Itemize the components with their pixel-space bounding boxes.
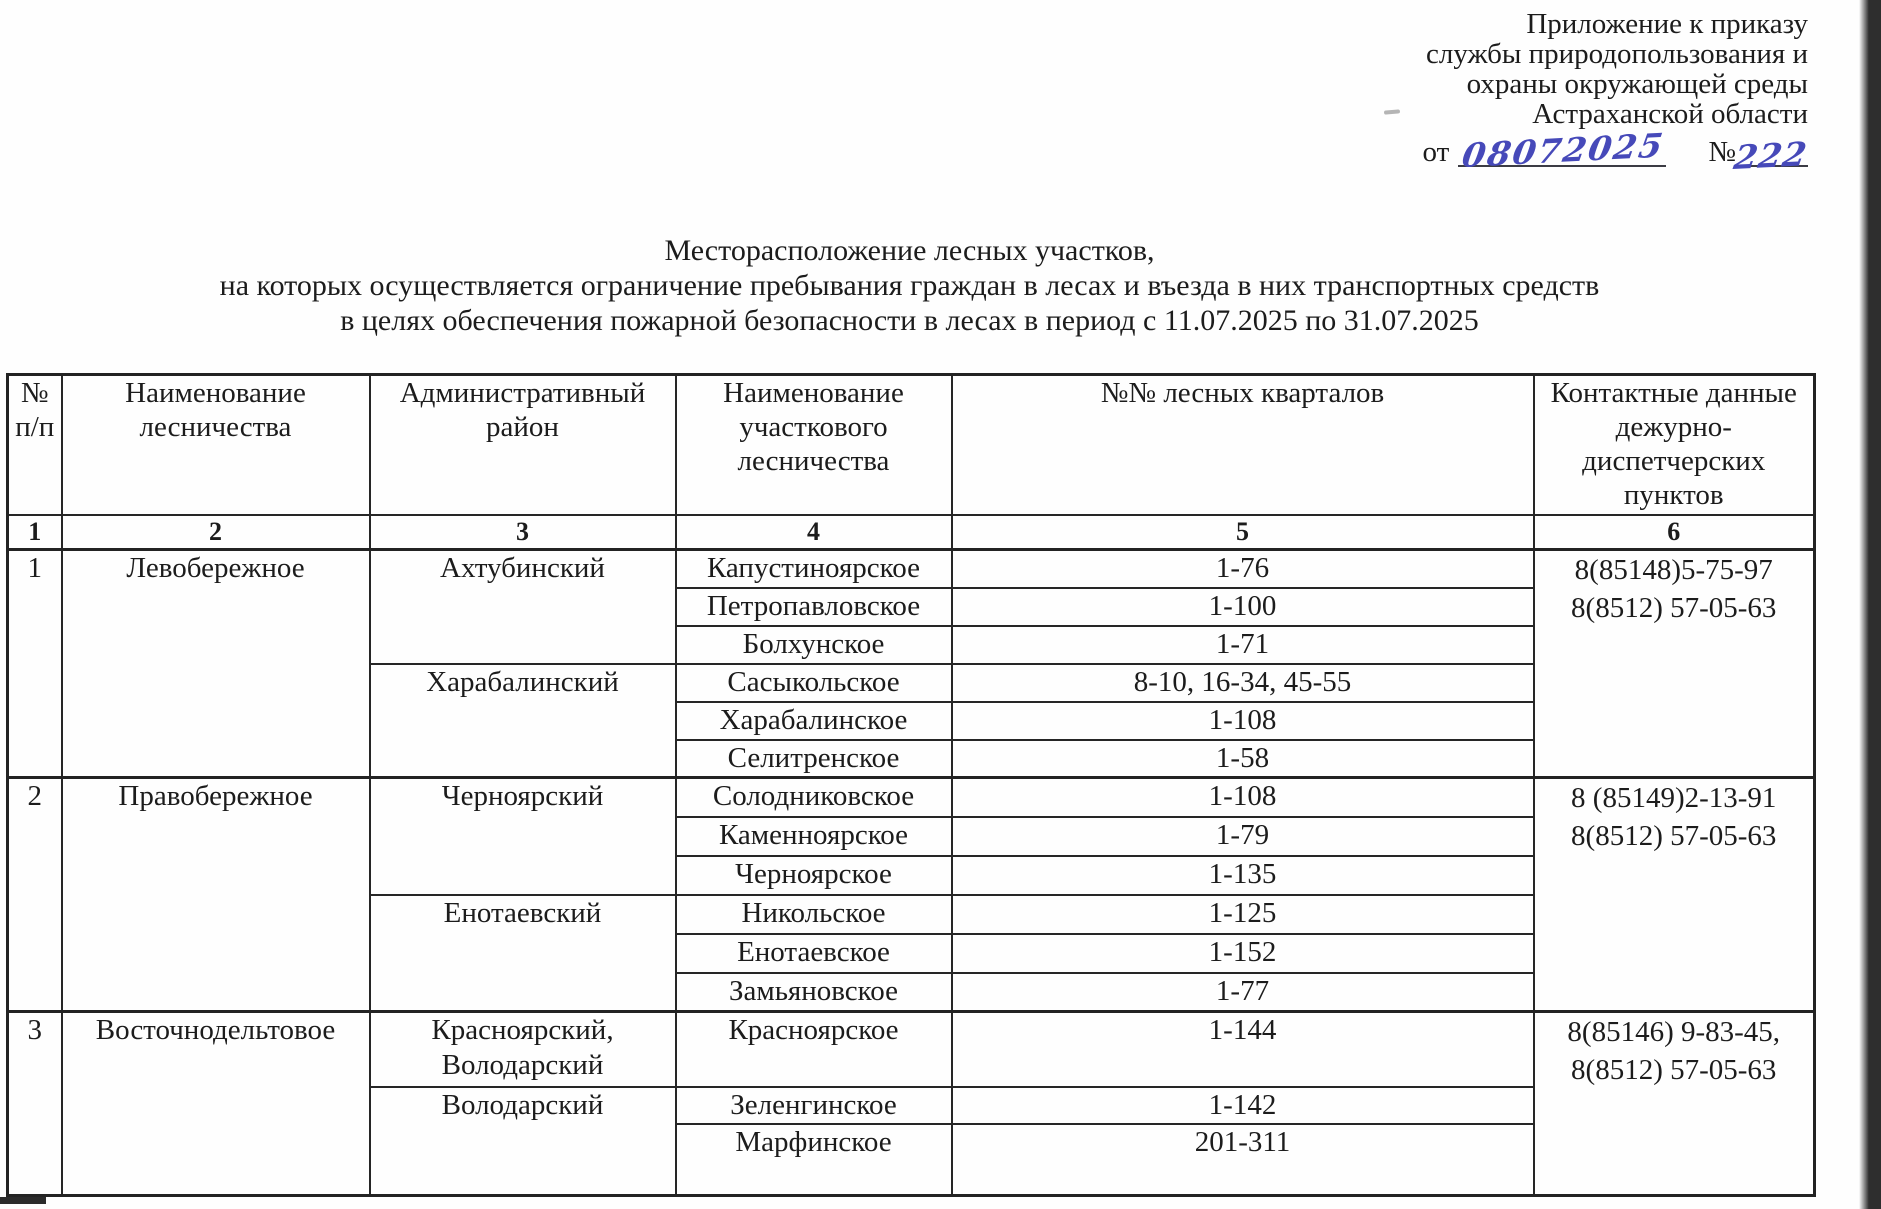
cell-district: Енотаевский bbox=[370, 895, 676, 1012]
header-row bbox=[8, 375, 1815, 515]
contact-line: 8 (85149)2-13-91 bbox=[1571, 782, 1777, 814]
cell-quarters: 1-77 bbox=[952, 973, 1534, 1012]
cell-num: 2 bbox=[8, 778, 62, 1012]
cell-quarters: 1-76 bbox=[952, 550, 1534, 588]
date-from-label: от bbox=[1422, 136, 1450, 168]
contact-line: 8(8512) 57-05-63 bbox=[1571, 592, 1777, 624]
appendix-block bbox=[1422, 8, 1811, 177]
cell-quarters: 1-108 bbox=[952, 778, 1534, 817]
cell-quarters: 1-125 bbox=[952, 895, 1534, 934]
header-num: № п/п bbox=[8, 375, 62, 515]
cell-district: Черноярский bbox=[370, 778, 676, 895]
scan-dash-artifact bbox=[1384, 109, 1400, 114]
cell-quarters: 1-100 bbox=[952, 588, 1534, 626]
table-row bbox=[8, 1012, 1815, 1087]
column-number: 1 bbox=[8, 515, 62, 550]
title-line-1: Месторасположение лесных участков, bbox=[664, 234, 1155, 267]
cell-quarters: 1-142 bbox=[952, 1087, 1534, 1124]
date-underline bbox=[1458, 125, 1668, 175]
cell-unit: Замьяновское bbox=[676, 973, 952, 1012]
scan-edge-band bbox=[1859, 0, 1881, 1209]
cell-unit: Марфинское bbox=[676, 1124, 952, 1196]
header-quarters: №№ лесных кварталов bbox=[952, 375, 1534, 515]
cell-quarters: 201-311 bbox=[952, 1124, 1534, 1196]
title-line-2: на которых осуществляется ограничение пребывания граждан в лесах и въезда в них транспортных средств bbox=[219, 269, 1600, 302]
cell-num: 1 bbox=[8, 550, 62, 778]
column-number: 2 bbox=[62, 515, 370, 550]
appendix-line: Приложение к приказу bbox=[1526, 8, 1808, 40]
title-line-3: в целях обеспечения пожарной безопасности в лесах в период с 11.07.2025 по 31.07.2025 bbox=[340, 304, 1479, 337]
contact-line: 8(85146) 9-83-45, bbox=[1567, 1016, 1781, 1048]
cell-quarters: 1-108 bbox=[952, 702, 1534, 740]
handwritten-number: 222 bbox=[1731, 134, 1811, 177]
column-number: 5 bbox=[952, 515, 1534, 550]
appendix-line: службы природопользования и bbox=[1425, 38, 1808, 70]
cell-forestry: Правобережное bbox=[62, 778, 370, 1012]
header-unit: Наименование участкового лесничества bbox=[676, 375, 952, 515]
cell-quarters: 1-58 bbox=[952, 740, 1534, 778]
cell-district: Харабалинский bbox=[370, 664, 676, 778]
number-underline bbox=[1731, 134, 1811, 177]
cell-district: Володарский bbox=[370, 1087, 676, 1196]
handwritten-date: 08072025 bbox=[1459, 125, 1668, 175]
cell-quarters: 1-79 bbox=[952, 817, 1534, 856]
forest-restrictions-table bbox=[6, 373, 1816, 1197]
number-sign: № bbox=[1708, 136, 1736, 168]
cell-unit: Каменноярское bbox=[676, 817, 952, 856]
cell-district: Ахтубинский bbox=[370, 550, 676, 664]
column-number: 6 bbox=[1534, 515, 1815, 550]
cell-unit: Селитренское bbox=[676, 740, 952, 778]
header-district: Административный район bbox=[370, 375, 676, 515]
cell-unit: Сасыкольское bbox=[676, 664, 952, 702]
cell-unit: Харабалинское bbox=[676, 702, 952, 740]
header-forestry: Наименование лесничества bbox=[62, 375, 370, 515]
cell-unit: Солодниковское bbox=[676, 778, 952, 817]
cell-unit: Енотаевское bbox=[676, 934, 952, 973]
cell-contact bbox=[1534, 1012, 1815, 1196]
cell-contact bbox=[1534, 550, 1815, 778]
cell-quarters: 1-152 bbox=[952, 934, 1534, 973]
column-number: 4 bbox=[676, 515, 952, 550]
cell-num: 3 bbox=[8, 1012, 62, 1196]
contact-line: 8(8512) 57-05-63 bbox=[1571, 820, 1777, 852]
cell-unit: Красноярское bbox=[676, 1012, 952, 1087]
document-title bbox=[6, 233, 1813, 338]
cell-unit: Болхунское bbox=[676, 626, 952, 664]
column-number: 3 bbox=[370, 515, 676, 550]
column-number-row bbox=[8, 515, 1815, 550]
table-row bbox=[8, 550, 1815, 588]
appendix-line: Астраханской области bbox=[1532, 98, 1808, 130]
contact-line: 8(85148)5-75-97 bbox=[1574, 554, 1773, 586]
cell-unit: Зеленгинское bbox=[676, 1087, 952, 1124]
cell-quarters: 8-10, 16-34, 45-55 bbox=[952, 664, 1534, 702]
table-row bbox=[8, 778, 1815, 817]
contact-line: 8(8512) 57-05-63 bbox=[1571, 1054, 1777, 1086]
cell-unit: Черноярское bbox=[676, 856, 952, 895]
order-date-line bbox=[1422, 125, 1811, 177]
cell-unit: Петропавловское bbox=[676, 588, 952, 626]
cell-district: Красноярский, Володарский bbox=[370, 1012, 676, 1087]
cell-quarters: 1-71 bbox=[952, 626, 1534, 664]
cell-quarters: 1-144 bbox=[952, 1012, 1534, 1087]
scan-corner-mark bbox=[0, 1197, 46, 1204]
header-contacts: Контактные данные дежурно-диспетчерских пунктов bbox=[1534, 375, 1815, 515]
cell-unit: Капустиноярское bbox=[676, 550, 952, 588]
cell-unit: Никольское bbox=[676, 895, 952, 934]
cell-forestry: Левобережное bbox=[62, 550, 370, 778]
cell-quarters: 1-135 bbox=[952, 856, 1534, 895]
cell-forestry: Восточнодельтовое bbox=[62, 1012, 370, 1196]
appendix-line: охраны окружающей среды bbox=[1466, 68, 1808, 100]
cell-contact bbox=[1534, 778, 1815, 1012]
